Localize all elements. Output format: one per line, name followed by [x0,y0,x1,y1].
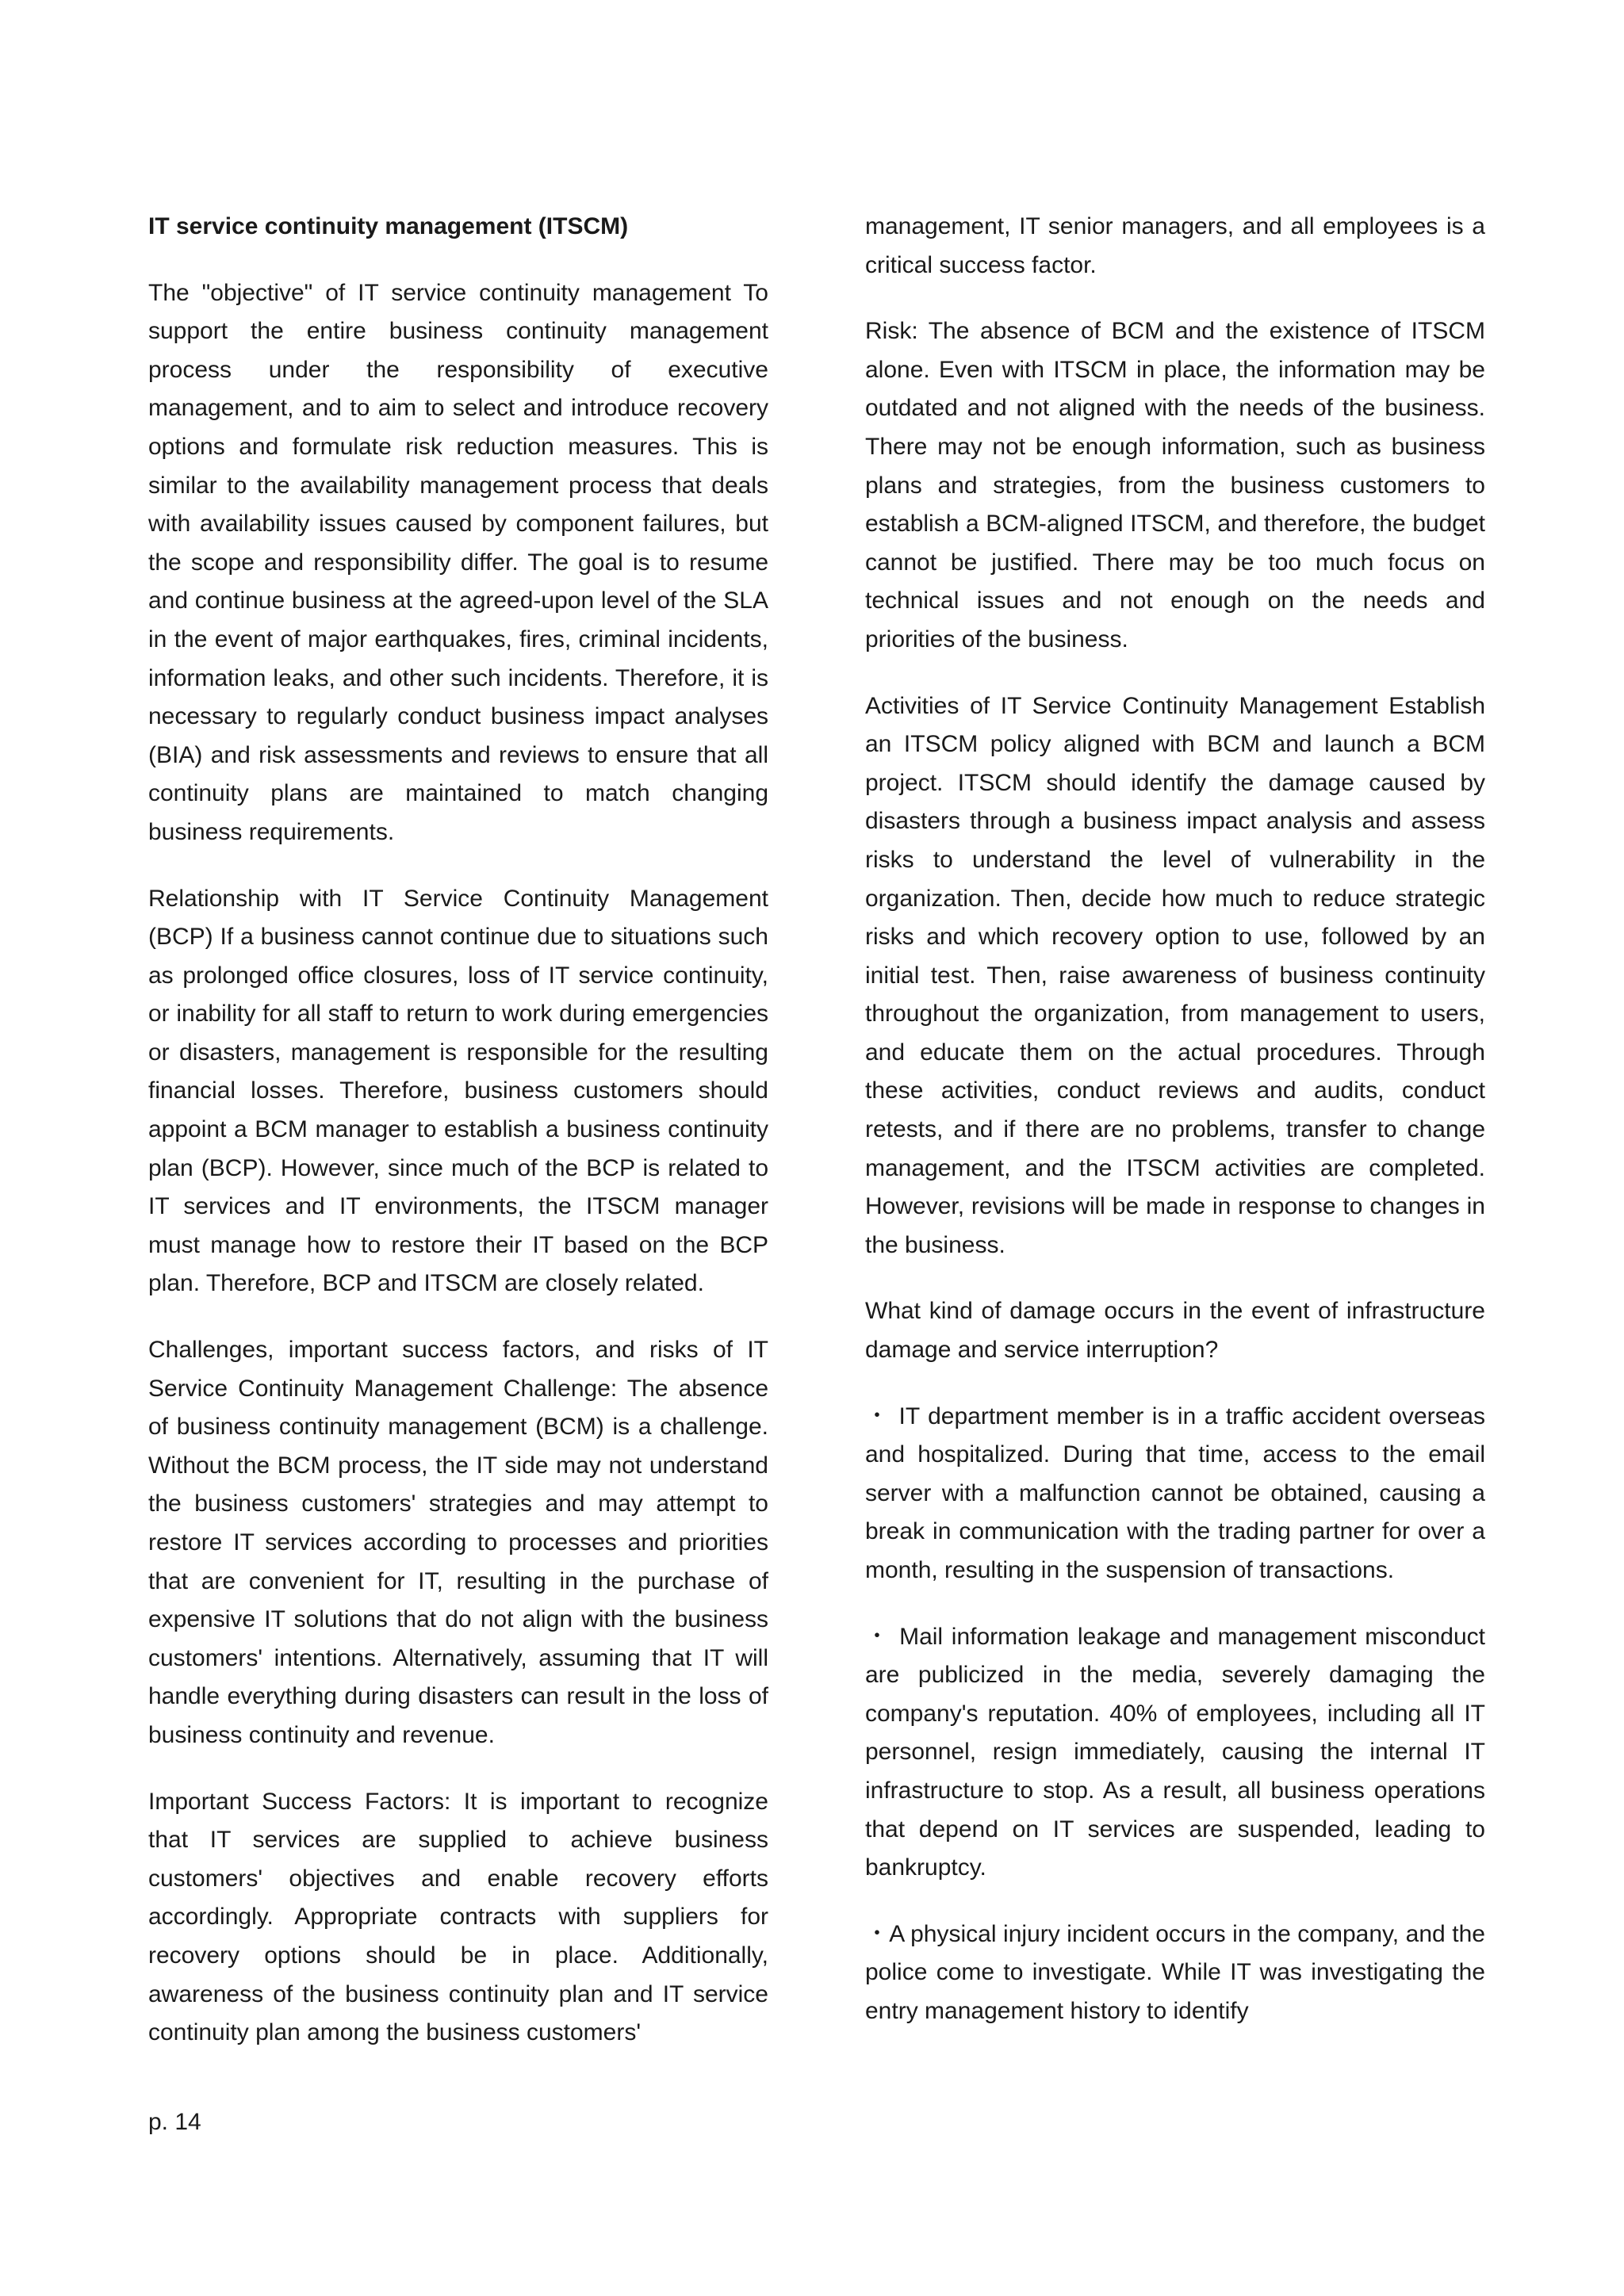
bullet-physical-injury: ・A physical injury incident occurs in the company, and the police come to investigate. While IT was investigating the entry management history to identify [865,1920,1485,2024]
left-column [148,208,768,2080]
paragraph-success-factors: Important Success Factors: It is important to recognize that IT services are supplied to achieve business customers' objectives and enable recovery efforts accordingly. Appropriate contracts with suppliers for recovery options should be in place. Additionally, awareness of the business continuity plan and IT service continuity plan among the business customers' [148,1788,768,2046]
paragraph-challenges: Challenges, important success factors, and risks of IT Service Continuity Management Challenge: The absence of business continuity management (BCM) is a challenge. Without the BCM process, the IT side may not understand the business customers' strategies and may attempt to restore IT services according to processes and priorities that are convenient for IT, resulting in the purchase of expensive IT solutions that do not align with the business customers' intentions. Alternatively, assuming that IT will handle everything during disasters can result in the loss of business continuity and revenue. [148,1337,768,1748]
paragraph-activities: Activities of IT Service Continuity Management Establish an ITSCM policy aligned with BCM and launch a BCM project. ITSCM should identify the damage caused by disasters through a business impact analysis and assess risks to understand the level of vulnerability in the organization. Then, decide how much to reduce strategic risks and which recovery option to use, followed by an initial test. Then, raise awareness of business continuity throughout the organization, from management to users, and educate them on the actual procedures. Through these activities, conduct reviews and audits, conduct retests, and if there are no problems, transfer to change management, and the ITSCM activities are completed. However, revisions will be made in response to changes in the business. [865,692,1485,1258]
right-column [865,208,1485,2059]
page-number: p. 14 [148,2109,201,2135]
section-heading: IT service continuity management (ITSCM) [148,213,629,239]
bullet-traffic-accident: ・ IT department member is in a traffic accident overseas and hospitalized. During that time, access to the email server with a malfunction cannot be obtained, causing a break in communication with the trading partner for over a month, resulting in the suspension of transactions. [865,1402,1485,1583]
paragraph-objective: The "objective" of IT service continuity management To support the entire business continuity management process under the responsibility of executive management, and to aim to select and introduce recovery options and formulate risk reduction measures. This is similar to the availability management process that deals with availability issues caused by component failures, but the scope and responsibility differ. The goal is to resume and continue business at the agreed-upon level of the SLA in the event of major earthquakes, fires, criminal incidents, information leaks, and other such incidents. Therefore, it is necessary to regularly conduct business impact analyses (BIA) and risk assessments and reviews to ensure that all continuity plans are maintained to match changing business requirements. [148,279,768,845]
paragraph-success-factors-cont: management, IT senior managers, and all employees is a critical success factor. [865,213,1485,278]
paragraph-relationship-bcp: Relationship with IT Service Continuity Management (BCP) If a business cannot continue due to situations such as prolonged office closures, loss of IT service continuity, or inability for all staff to return to work during emergencies or disasters, management is responsible for the resulting financial losses. Therefore, business customers should appoint a BCM manager to establish a business continuity plan (BCP). However, since much of the BCP is related to IT services and IT environments, the ITSCM manager must manage how to restore their IT based on the BCP plan. Therefore, BCP and ITSCM are closely related. [148,885,768,1297]
paragraph-damage-question: What kind of damage occurs in the event of infrastructure damage and service interruption? [865,1298,1485,1364]
bullet-mail-leakage: ・ Mail information leakage and management misconduct are publicized in the media, severely damaging the company's reputation. 40% of employees, including all IT personnel, resign immediately, causing the internal IT infrastructure to stop. As a result, all business operations that depend on IT services are suspended, leading to bankruptcy. [865,1623,1485,1881]
paragraph-risk: Risk: The absence of BCM and the existence of ITSCM alone. Even with ITSCM in place, the information may be outdated and not aligned with the needs of the business. There may not be enough information, such as business plans and strategies, from the business customers to establish a BCM-aligned ITSCM, and therefore, the budget cannot be justified. There may be too much focus on technical issues and not enough on the needs and priorities of the business. [865,318,1485,652]
